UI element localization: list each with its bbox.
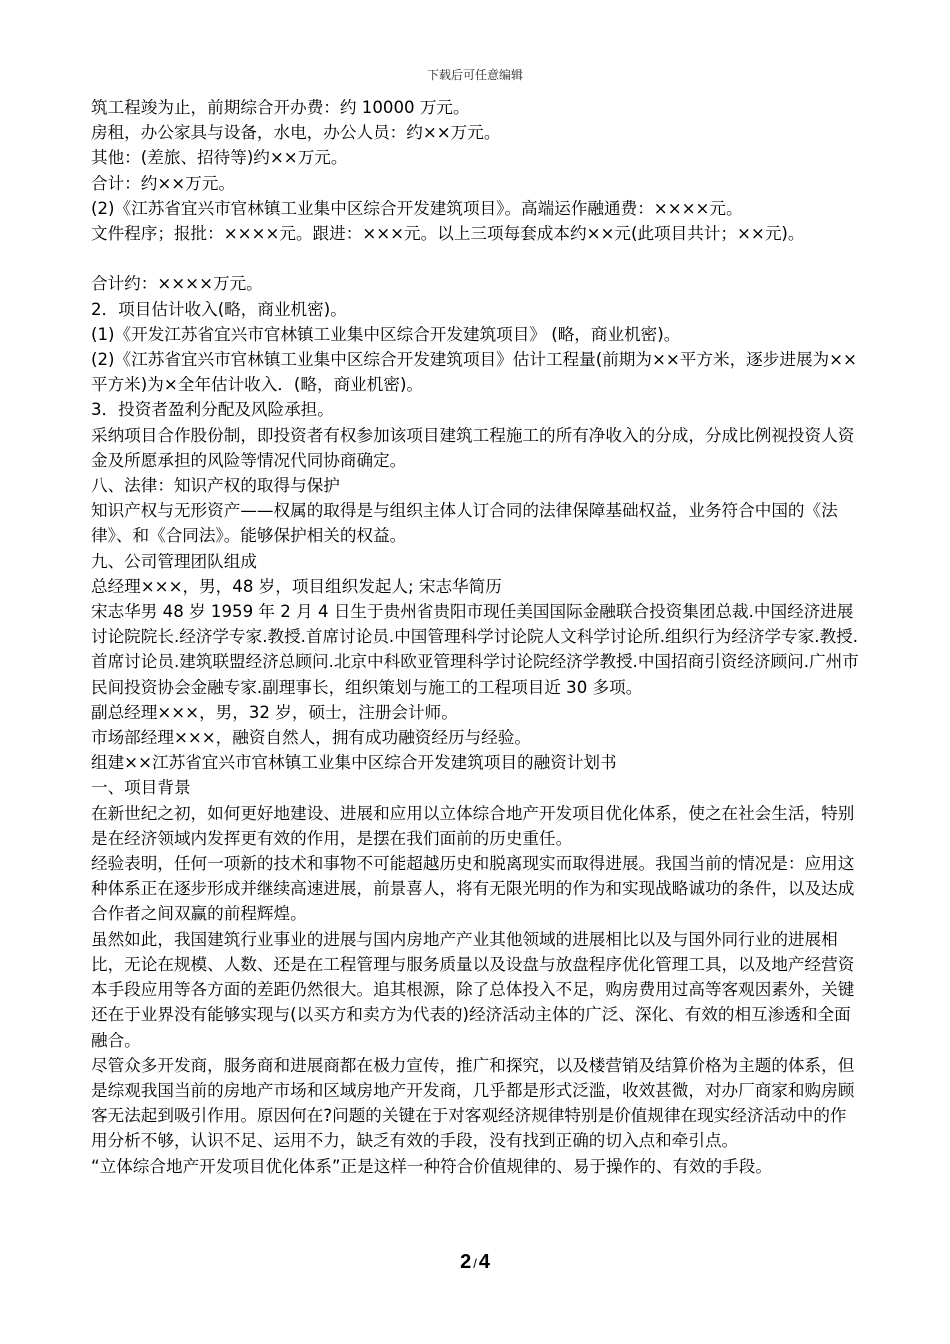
paragraph: 宋志华男 48 岁 1959 年 2 月 4 日生于贵州省贵阳市现任美国国际金融联合投资集团总裁.中国经济进展讨论院院长.经济学专家.教授.首席讨论员.中国管理科学讨论院人文科学讨论所.组织行为经济学专家.教授.首席讨论员.建筑联盟经济总顾问.北京中科欧亚管理科学讨论院经济学教授.中国招商引资经济顾问.广州市民间投资协会金融专家.副理事长，组织策划与施工的工程项目近 30 多项。 — [91, 602, 859, 697]
section-heading: 九、公司管理团队组成 — [91, 551, 257, 571]
paragraph: 文件程序；报批：××××元。跟进：×××元。以上三项每套成本约××元(此项目共计；××元)。 — [91, 224, 805, 244]
paragraph: 合计：约××万元。 — [91, 173, 235, 193]
section-heading: 一、项目背景 — [91, 778, 191, 798]
paragraph: 3．投资者盈利分配及风险承担。 — [91, 400, 334, 420]
paragraph: 总经理×××，男，48 岁，项目组织发起人; 宋志华简历 — [91, 576, 502, 596]
page-total: 4 — [478, 1251, 490, 1273]
paragraph: 虽然如此，我国建筑行业事业的进展与国内房地产产业其他领域的进展相比以及与国外同行业的进展相比，无论在规模、人数、还是在工程管理与服务质量以及设盘与放盘程序优化管理工具，以及地产经营资本手段应用等各方面的差距仍然很大。追其根源，除了总体投入不足，购房费用过高等客观因素外，关键还在于业界没有能够实现与(以买方和卖方为代表的)经济活动主体的广泛、深化、有效的相互渗透和全面融合。 — [91, 929, 855, 1050]
paragraph: 副总经理×××，男，32 岁，硕士，注册会计师。 — [91, 702, 458, 722]
paragraph: 市场部经理×××，融资自然人，拥有成功融资经历与经验。 — [91, 728, 531, 748]
page-header: 下载后可任意编辑 — [426, 68, 523, 82]
paragraph: (2)《江苏省宜兴市官林镇工业集中区综合开发建筑项目》估计工程量(前期为××平方米，逐步进展为××平方米)为×全年估计收入．(略，商业机密)。 — [91, 350, 857, 395]
paragraph: 在新世纪之初，如何更好地建设、进展和应用以立体综合地产开发项目优化体系，使之在社会生活，特别是在经济领域内发挥更有效的作用，是摆在我们面前的历史重任。 — [91, 803, 855, 848]
paragraph: 尽管众多开发商，服务商和进展商都在极力宣传，推广和探究，以及楼营销及结算价格为主题的体系，但是综观我国当前的房地产市场和区域房地产开发商，几乎都是形式泛滥，收效甚微，对办厂商家和购房顾客无法起到吸引作用。原因何在?问题的关键在于对客观经济规律特别是价值规律在现实经济活动中的作用分析不够，认识不足、运用不力，缺乏有效的手段，没有找到正确的切入点和牵引点。 — [91, 1055, 855, 1151]
paragraph: 筑工程竣为止，前期综合开办费：约 10000 万元。 — [91, 98, 470, 117]
blank-line — [91, 246, 861, 271]
paragraph: 知识产权与无形资产——权属的取得是与组织主体人订合同的法律保障基础权益，业务符合中国的《法律》、和《合同法》。能够保护相关的权益。 — [91, 501, 838, 546]
paragraph: 合计约：××××万元。 — [91, 274, 263, 294]
page-number — [0, 1251, 950, 1274]
paragraph: 经验表明，任何一项新的技术和事物不可能超越历史和脱离现实而取得进展。我国当前的情况是：应用这种体系正在逐步形成并继续高速进展，前景喜人，将有无限光明的作为和实现战略诚功的条件，以及达成合作者之间双赢的前程辉煌。 — [91, 854, 855, 924]
section-heading: 八、法律：知识产权的取得与保护 — [91, 476, 340, 496]
paragraph: (2)《江苏省宜兴市官林镇工业集中区综合开发建筑项目》。高端运作融通费：××××元。 — [91, 198, 743, 218]
paragraph: 其他：(差旅、招待等)约××万元。 — [91, 148, 348, 168]
paragraph: “立体综合地产开发项目优化体系”正是这样一种符合价值规律的、易于操作的、有效的手段。 — [91, 1156, 772, 1176]
document-body — [91, 95, 861, 1179]
paragraph: (1)《开发江苏省宜兴市官林镇工业集中区综合开发建筑项目》 (略，商业机密)。 — [91, 324, 681, 344]
paragraph: 采纳项目合作股份制，即投资者有权参加该项目建筑工程施工的所有净收入的分成，分成比例视投资人资金及所愿承担的风险等情况代同协商确定。 — [91, 425, 855, 470]
paragraph: 2．项目估计收入(略，商业机密)。 — [91, 299, 347, 319]
document-subtitle: 组建××江苏省宜兴市官林镇工业集中区综合开发建筑项目的融资计划书 — [91, 753, 617, 773]
page-separator: / — [473, 1256, 477, 1271]
paragraph: 房租，办公家具与设备，水电，办公人员：约××万元。 — [91, 123, 501, 143]
page-current: 2 — [460, 1251, 472, 1273]
